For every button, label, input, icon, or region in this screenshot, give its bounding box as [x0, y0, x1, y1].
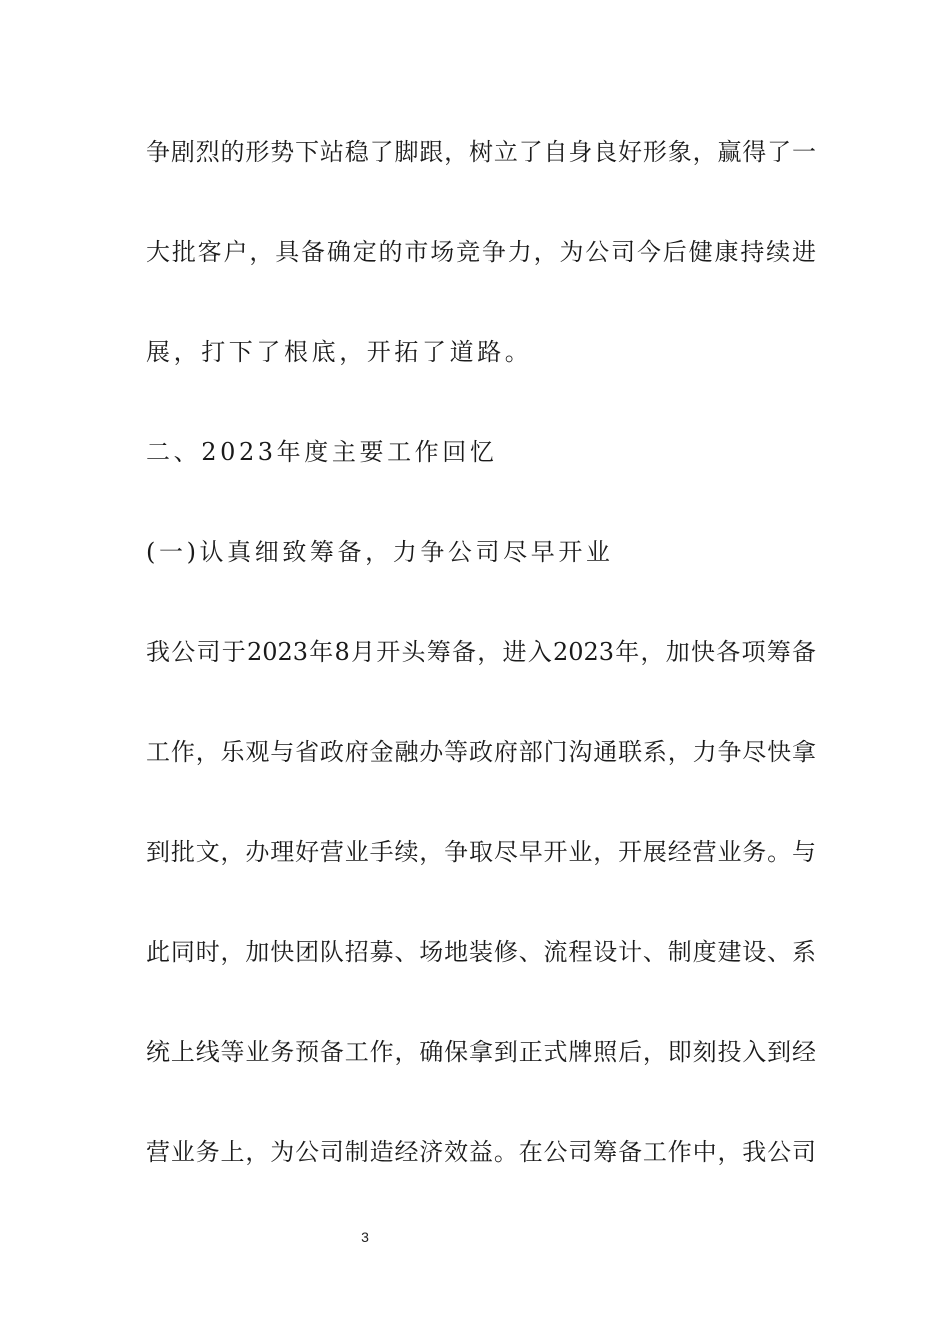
body-text-line: 统上线等业务预备工作，确保拿到正式牌照后，即刻投入到经 [146, 1038, 816, 1066]
body-text-line: 我公司于2023年8月开头筹备，进入2023年，加快各项筹备 [146, 638, 816, 666]
page-number: 3 [361, 1229, 369, 1245]
body-text-line: 争剧烈的形势下站稳了脚跟，树立了自身良好形象，赢得了一 [146, 138, 816, 166]
body-text-line: 此同时，加快团队招募、场地装修、流程设计、制度建设、系 [146, 938, 816, 966]
body-text-line: 到批文，办理好营业手续，争取尽早开业，开展经营业务。与 [146, 838, 816, 866]
body-text-line: 营业务上，为公司制造经济效益。在公司筹备工作中，我公司 [146, 1138, 816, 1166]
body-text-line: 大批客户，具备确定的市场竞争力，为公司今后健康持续进 [146, 238, 816, 266]
body-text-line: 展，打下了根底，开拓了道路。 [146, 338, 533, 366]
body-text-line: 工作，乐观与省政府金融办等政府部门沟通联系，力争尽快拿 [146, 738, 816, 766]
subsection-heading: (一)认真细致筹备，力争公司尽早开业 [146, 538, 614, 566]
section-heading: 二、2023年度主要工作回忆 [146, 438, 498, 466]
